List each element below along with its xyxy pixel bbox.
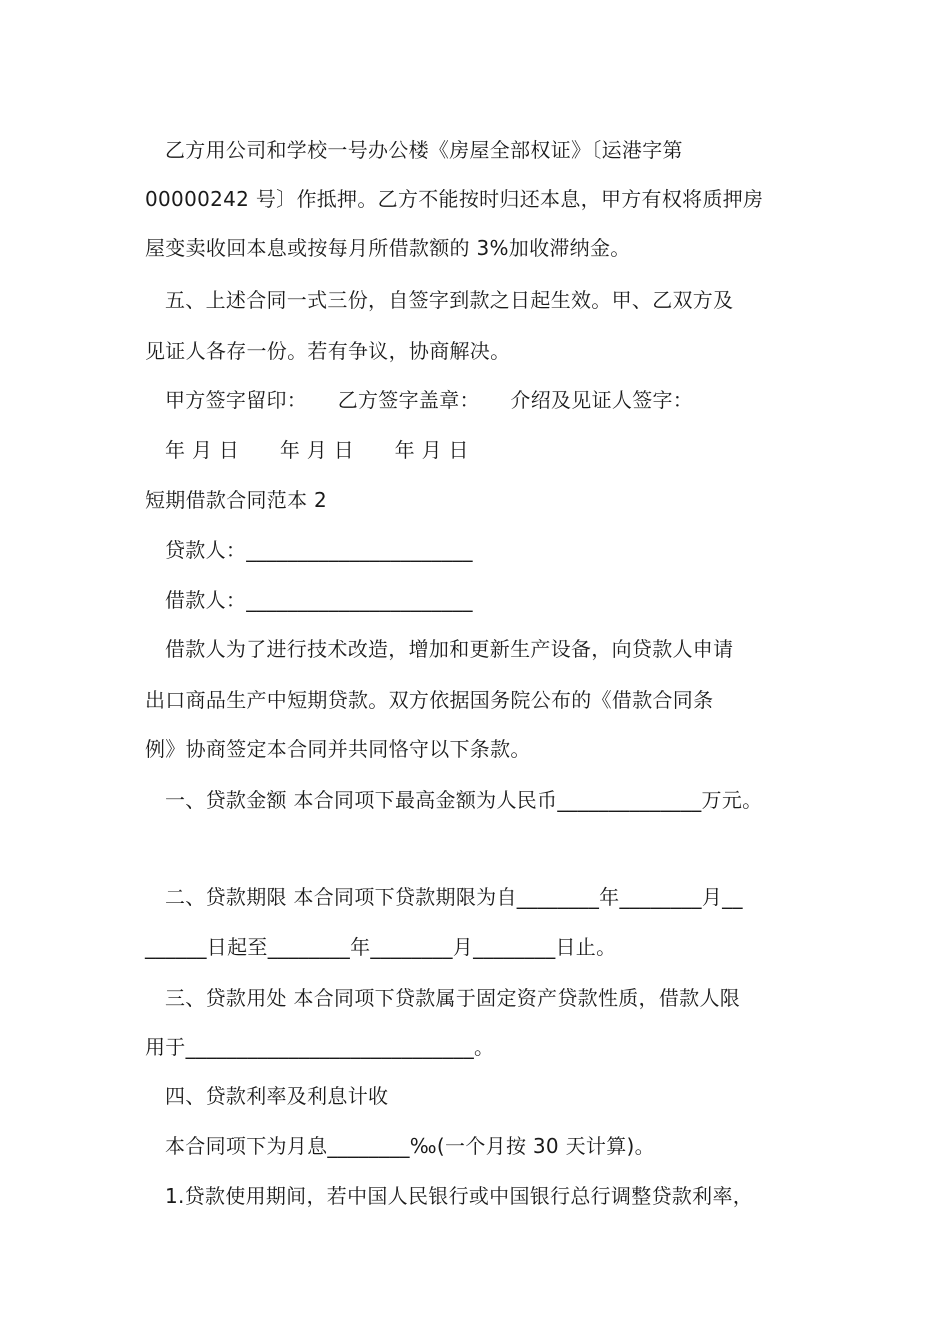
signature-line: 甲方签字留印： 乙方签字盖章： 介绍及见证人签字： xyxy=(165,388,694,412)
date-line: 年 月 日 年 月 日 年 月 日 xyxy=(165,438,469,462)
paragraph-line: 见证人各存一份。若有争议，协商解决。 xyxy=(145,339,511,363)
lender-field: 贷款人：______________________ xyxy=(165,538,473,562)
borrower-field: 借款人：______________________ xyxy=(165,588,473,612)
paragraph-line: 1.贷款使用期间，若中国人民银行或中国银行总行调整贷款利率， xyxy=(165,1184,754,1208)
paragraph-line: ______日起至________年________月________日止。 xyxy=(145,935,617,959)
paragraph-line: 乙方用公司和学校一号办公楼《房屋全部权证》〔运港字第 xyxy=(165,138,683,162)
clause-loan-purpose: 三、贷款用处 本合同项下贷款属于固定资产贷款性质，借款人限 xyxy=(165,986,741,1010)
paragraph-line: 出口商品生产中短期贷款。双方依据国务院公布的《借款合同条 xyxy=(145,688,714,712)
clause-interest-heading: 四、贷款利率及利息计收 xyxy=(165,1084,389,1108)
clause-loan-term: 二、贷款期限 本合同项下贷款期限为自________年________月__ xyxy=(165,885,743,909)
paragraph-line: 用于____________________________。 xyxy=(145,1035,495,1059)
paragraph-line: 屋变卖收回本息或按每月所借款额的 3%加收滞纳金。 xyxy=(145,236,631,260)
paragraph-line: 五、上述合同一式三份，自签字到款之日起生效。甲、乙双方及 xyxy=(165,288,734,312)
paragraph-line: 例》协商签定本合同并共同恪守以下条款。 xyxy=(145,737,531,761)
paragraph-line: 借款人为了进行技术改造，增加和更新生产设备，向贷款人申请 xyxy=(165,637,734,661)
clause-loan-amount: 一、贷款金额 本合同项下最高金额为人民币______________万元。 xyxy=(165,788,763,812)
section-title: 短期借款合同范本 2 xyxy=(145,488,328,512)
paragraph-line: 本合同项下为月息________‰(一个月按 30 天计算)。 xyxy=(165,1134,655,1158)
paragraph-line: 00000242 号〕作抵押。乙方不能按时归还本息，甲方有权将质押房 xyxy=(145,187,764,211)
